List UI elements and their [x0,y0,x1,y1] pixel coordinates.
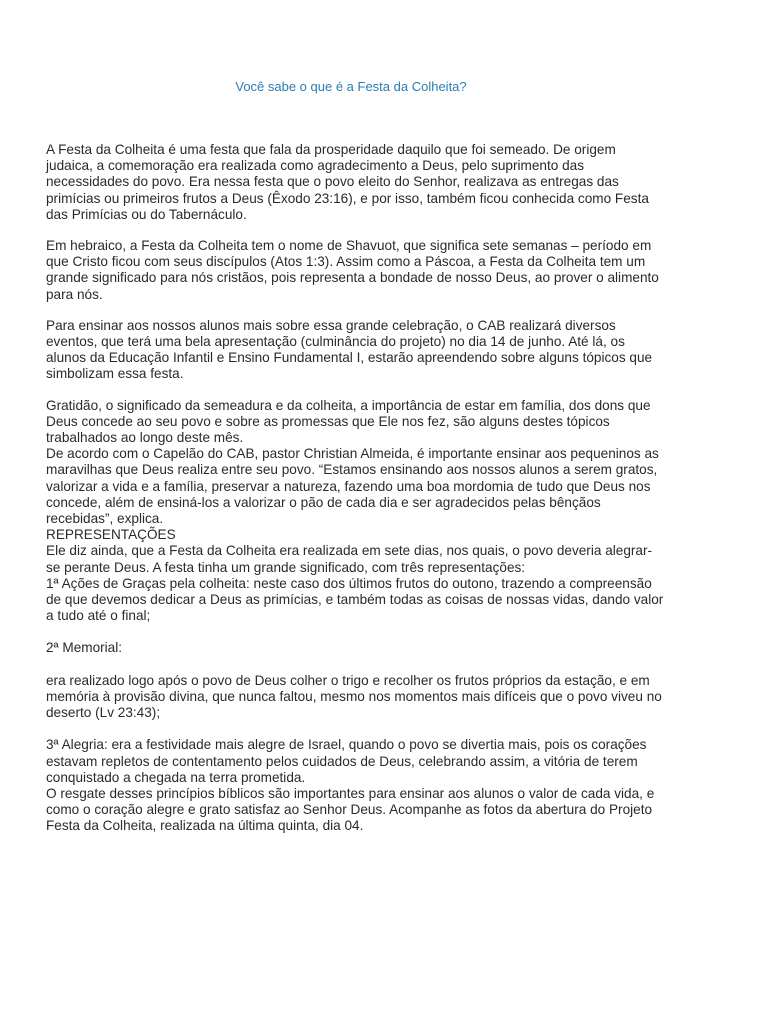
page-title: Você sabe o que é a Festa da Colheita? [235,79,467,94]
section-heading-representations: REPRESENTAÇÕES [46,527,176,543]
article-body [46,142,666,835]
paragraph-shavuot: Em hebraico, a Festa da Colheita tem o nome de Shavuot, que significa sete semanas – período em que Cristo ficou com seus discípulos (Atos 1:3). Assim como a Páscoa, a Festa da Colheita tem um grande significado para nós cristãos, pois representa a bondade de nosso Deus, ao prover o alimento para nós. [46,238,659,302]
paragraph-memorial-detail: era realizado logo após o povo de Deus colher o trigo e recolher os frutos próprios da estação, e em memória à provisão divina, que nunca faltou, mesmo nos momentos mais difíceis que o povo viveu no deserto (Lv 23:43); [46,672,662,721]
paragraph-chaplain: De acordo com o Capelão do CAB, pastor Christian Almeida, é importante ensinar aos pequeninos as maravilhas que Deus realiza entre seu povo. “Estamos ensinando aos nossos alunos a serem gratos, valorizar a vida e a família, preservar a natureza, fazendo uma boa mordomia de tudo que Deus nos concede, além de ensiná-los a valorizar o pão de cada dia e ser agradecidos pelas bênçãos recebidas”, explica. [46,446,659,527]
paragraph-gap [46,721,666,737]
paragraph-seven-days: Ele diz ainda, que a Festa da Colheita era realizada em sete dias, nos quais, o povo deveria alegrar-se perante Deus. A festa tinha um grande significado, com três representações: [46,543,653,575]
list-item-joy: 3ª Alegria: era a festividade mais alegre de Israel, quando o povo se divertia mais, pois os corações estavam repletos de contentamento pelos cuidados de Deus, celebrando assim, a vitória de terem conquistado a chegada na terra prometida. [46,737,647,785]
paragraph-cab-events: Para ensinar aos nossos alunos mais sobre essa grande celebração, o CAB realizará diversos eventos, que terá uma bela apresentação (culminância do projeto) no dia 14 de junho. Até lá, os alunos da Educação Infantil e Ensino Fundamental I, estarão apreendendo sobre alguns tópicos que simbolizam essa festa. [46,317,653,382]
paragraph-intro: A Festa da Colheita é uma festa que fala da prosperidade daquilo que foi semeado. De origem judaica, a comemoração era realizada como agradecimento a Deus, pelo suprimento das necessidades do povo. Era nessa festa que o povo eleito do Senhor, realizava as entregas das primícias ou primeiros frutos a Deus (Êxodo 23:16), e por isso, também ficou conhecida como Festa das Primícias ou do Tabernáculo. [46,142,649,222]
paragraph-gap [46,303,666,318]
paragraph-closing: O resgate desses princípios bíblicos são importantes para ensinar aos alunos o valor de cada vida, e como o coração alegre e grato satisfaz ao Senhor Deus. Acompanhe as fotos da abertura do Projeto Festa da Colheita, realizada na última quinta, dia 04. [46,785,655,834]
paragraph-gap [46,624,666,640]
paragraph-gratitude: Gratidão, o significado da semeadura e da colheita, a importância de estar em família, dos dons que Deus concede ao seu povo e sobre as promessas que Ele nos fez, são alguns destes tópicos trabalhados ao longo deste mês. [46,397,651,446]
paragraph-gap [46,223,666,238]
paragraph-gap [46,657,666,673]
paragraph-gap [46,383,666,398]
list-item-memorial: 2ª Memorial: [46,640,123,656]
list-item-thanksgiving: 1ª Ações de Graças pela colheita: neste caso dos últimos frutos do outono, trazendo a compreensão de que devemos dedicar a Deus as primícias, e também todas as coisas de nossas vidas, dando valor a tudo até o final; [46,575,664,624]
